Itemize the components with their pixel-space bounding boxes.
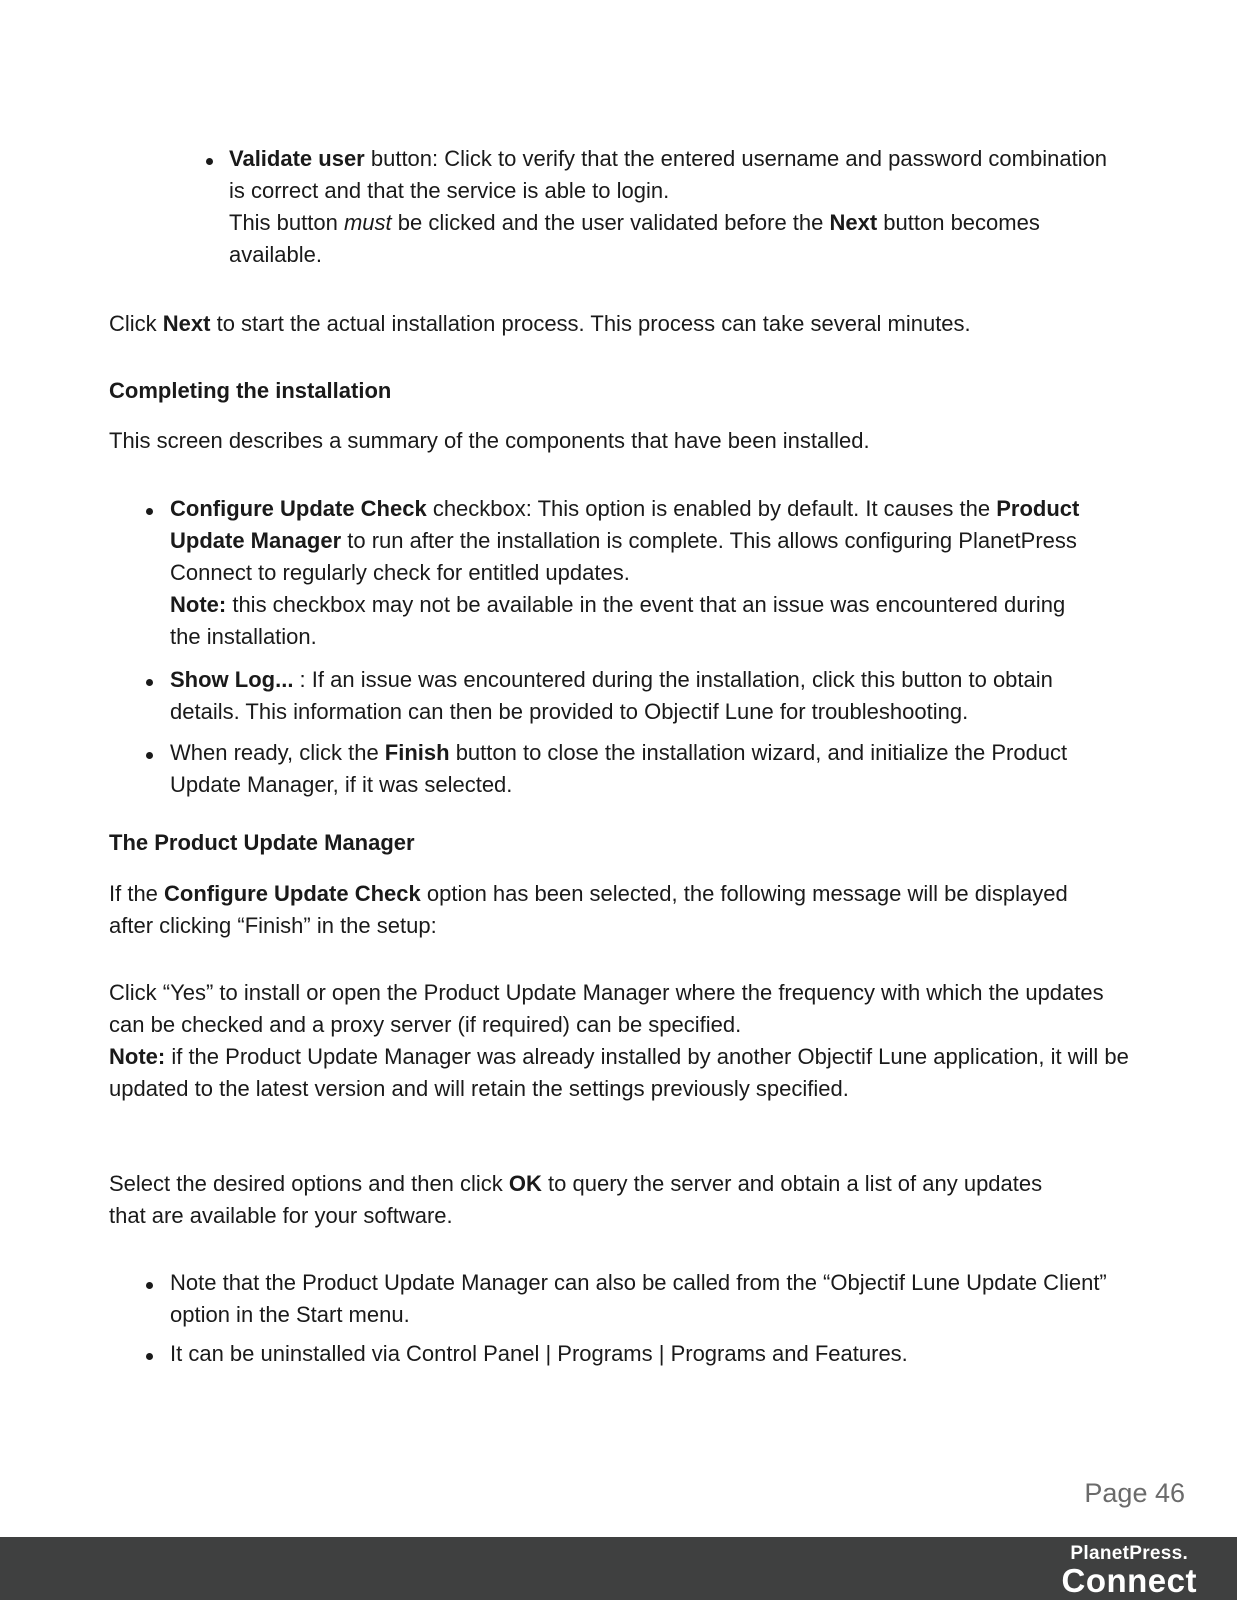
bullet-dot xyxy=(146,679,153,686)
bullet-dot xyxy=(146,1282,153,1289)
emphasis-must: must xyxy=(343,210,392,235)
paragraph-select-options: Select the desired options and then click OK to query the server and obtain a list of any updates that are available for your software. xyxy=(109,1171,1043,1228)
term-validate-user: Validate user xyxy=(229,146,365,171)
heading-completing-installation: Completing the installation xyxy=(109,378,392,403)
paragraph-summary: This screen describes a summary of the components that have been installed. xyxy=(109,428,870,453)
paragraph-click-yes: Click “Yes” to install or open the Product Update Manager where the frequency with which the updates can be checked and a proxy server (if required) can be specified. Note: if the Product Update Manager was already installed by another Objectif Lune application, it will be updated to the latest version and will retain the settings previously specified. xyxy=(109,980,1129,1101)
paragraph-click-next: Click Next to start the actual installation process. This process can take several minutes. xyxy=(109,311,971,336)
footer-bar xyxy=(0,1537,1237,1600)
bullet-dot xyxy=(146,1353,153,1360)
bullet-show-log: Show Log... : If an issue was encountered during the installation, click this button to obtain details. This information can then be provided to Objectif Lune for troubleshooting. xyxy=(170,667,1053,724)
heading-product-update-manager: The Product Update Manager xyxy=(109,830,415,855)
bullet-configure-update-check: Configure Update Check checkbox: This option is enabled by default. It causes the Product Update Manager to run after the installation is complete. This allows configuring PlanetPress Connect to regularly check for entitled updates. Note: this checkbox may not be available in the event that an issue was encountered during the installation. xyxy=(170,496,1080,649)
paragraph-configure-option: If the Configure Update Check option has been selected, the following message will be displayed after clicking “Finish” in the setup: xyxy=(109,881,1068,938)
planetpress-connect-logo: PlanetPress. Connect xyxy=(1061,1543,1197,1599)
bullet-finish: When ready, click the Finish button to close the installation wizard, and initialize the Product Update Manager, if it was selected. xyxy=(170,740,1068,797)
page-number: Page 46 xyxy=(1084,1478,1185,1508)
bullet-dot xyxy=(206,158,213,165)
bullet-dot xyxy=(146,752,153,759)
bullet-update-client: Note that the Product Update Manager can also be called from the “Objectif Lune Update Client” option in the Start menu. xyxy=(170,1270,1107,1327)
bullet-uninstall: It can be uninstalled via Control Panel | Programs | Programs and Features. xyxy=(170,1341,908,1366)
bullet-dot xyxy=(146,508,153,515)
bullet-validate-user: Validate user button: Click to verify that the entered username and password combination is correct and that the service is able to login. This button must be clicked and the user validated before the Next button becomes available. xyxy=(229,146,1108,267)
